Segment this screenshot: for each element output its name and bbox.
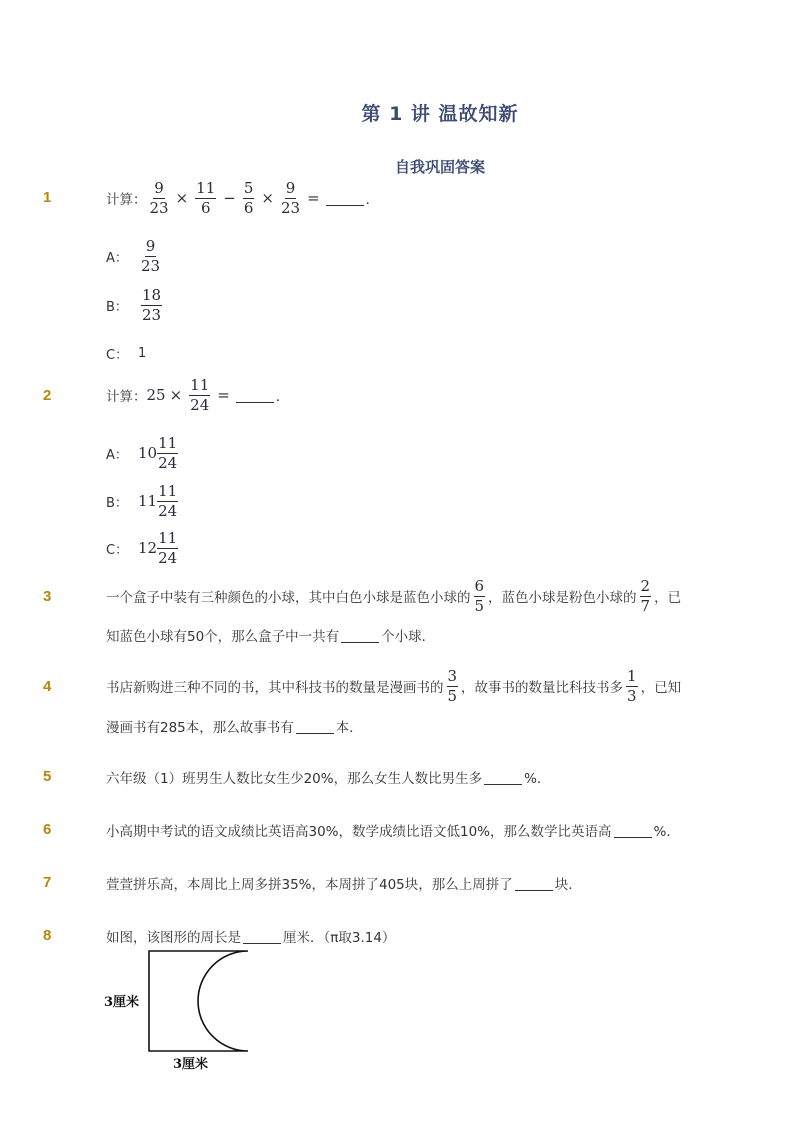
option-c[interactable] (106, 344, 146, 363)
fraction: $\frac{9}{23}$ (149, 179, 169, 217)
fraction: $\frac{2}{7}$ (640, 577, 651, 615)
question-number: 7 (43, 874, 52, 891)
section-subtitle: 自我巩固答案 (394, 158, 485, 176)
option-label: C： (106, 542, 129, 558)
option-a[interactable] (106, 238, 163, 274)
question-4-line-2 (106, 716, 363, 736)
operator: = (307, 189, 320, 207)
question-text: %． (653, 824, 680, 840)
fraction: $\frac{11}{6}$ (196, 179, 216, 217)
question-text: ，已 (654, 590, 682, 606)
question-number: 6 (43, 821, 52, 838)
option-b[interactable] (106, 483, 181, 519)
question-text: 六年级（1）班男生人数比女生少20%，那么女生人数比男生多 (106, 771, 483, 787)
figure-left-label: 3厘米 (104, 995, 140, 1010)
option-a[interactable] (106, 435, 181, 471)
answer-blank (614, 823, 652, 838)
answer-blank (515, 876, 553, 891)
fraction: $\frac{9}{23}$ (141, 237, 161, 275)
question-text: 一个盒子中装有三种颜色的小球，其中白色小球是蓝色小球的 (106, 590, 471, 606)
question-number: 2 (43, 387, 52, 404)
fraction: $\frac{18}{23}$ (142, 286, 162, 324)
question-3-line-1 (106, 578, 681, 614)
question-number: 4 (43, 678, 52, 695)
question-number: 1 (43, 189, 52, 206)
option-value: 1 (138, 346, 147, 361)
answer-blank (341, 628, 379, 643)
question-text: ． (275, 389, 290, 405)
option-c[interactable] (106, 530, 181, 566)
question-number: 3 (43, 588, 52, 605)
option-b[interactable] (106, 287, 165, 323)
question-2-stem (106, 377, 289, 413)
question-1-stem (106, 180, 379, 216)
fraction: $\frac{11}{24}$ (158, 482, 178, 520)
question-8-stem (106, 926, 395, 946)
fraction: $\frac{11}{24}$ (190, 376, 210, 414)
question-number: 8 (43, 927, 52, 944)
operator: × (169, 386, 183, 404)
fraction: $\frac{5}{6}$ (243, 179, 254, 217)
answer-blank (326, 191, 364, 206)
question-7-stem (106, 873, 582, 893)
question-3-line-2 (106, 625, 435, 645)
question-text: ． (365, 192, 380, 208)
answer-blank (296, 719, 334, 734)
question-text: 计算： (106, 192, 147, 208)
question-text: 书店新购进三种不同的书，其中科技书的数量是漫画书的 (106, 680, 444, 696)
fraction: $\frac{3}{5}$ (447, 667, 458, 705)
question-text: 漫画书有285本，那么故事书有 (106, 720, 294, 736)
fraction: $\frac{6}{5}$ (474, 577, 485, 615)
question-text: 如图，该图形的周长是 (106, 930, 241, 946)
mixed-number-whole: 11 (138, 492, 158, 510)
fraction: $\frac{11}{24}$ (158, 529, 178, 567)
question-6-stem (106, 820, 680, 840)
question-text: 小高期中考试的语文成绩比英语高30%，数学成绩比语文低10%，那么数学比英语高 (106, 824, 612, 840)
question-text: 萱萱拼乐高，本周比上周多拼35%，本周拼了405块，那么上周拼了 (106, 877, 513, 893)
mixed-number-whole: 12 (138, 539, 158, 557)
operator: × (261, 189, 274, 207)
question-text: ，故事书的数量比科技书多 (461, 680, 624, 696)
question-text: 个小球． (381, 629, 436, 645)
question-text: 本． (335, 720, 363, 736)
operator: × (175, 189, 189, 207)
question-text: 厘米．（π取3.14） (283, 930, 396, 946)
question-text: 知蓝色小球有50个，那么盒子中一共有 (106, 629, 340, 645)
question-number: 5 (43, 768, 52, 785)
answer-blank (243, 929, 281, 944)
whole-number: 25 (146, 386, 166, 404)
figure-outline (149, 951, 248, 1051)
fraction: $\frac{11}{24}$ (158, 434, 178, 472)
option-label: C： (106, 348, 129, 363)
answer-blank (236, 388, 274, 403)
mixed-number-whole: 10 (138, 444, 158, 462)
question-text: ，蓝色小球是粉色小球的 (488, 590, 637, 606)
question-text: %． (524, 771, 551, 787)
question-4-line-1 (106, 668, 681, 704)
operator: = (217, 386, 230, 404)
fraction: $\frac{9}{23}$ (280, 179, 301, 217)
figure-bottom-label: 3厘米 (173, 1057, 209, 1072)
page-title: 第 1 讲 温故知新 (361, 103, 519, 125)
question-text: 计算： (106, 389, 147, 405)
option-label: A： (106, 250, 128, 266)
question-text: 块． (554, 877, 582, 893)
question-5-stem (106, 767, 550, 787)
answer-blank (484, 770, 522, 785)
question-text: ，已知 (640, 680, 682, 696)
question-8-figure (100, 945, 270, 1075)
operator: − (223, 189, 236, 207)
fraction: $\frac{1}{3}$ (627, 667, 637, 705)
option-label: A： (106, 447, 128, 463)
option-label: B： (106, 495, 128, 511)
option-label: B： (106, 299, 128, 315)
